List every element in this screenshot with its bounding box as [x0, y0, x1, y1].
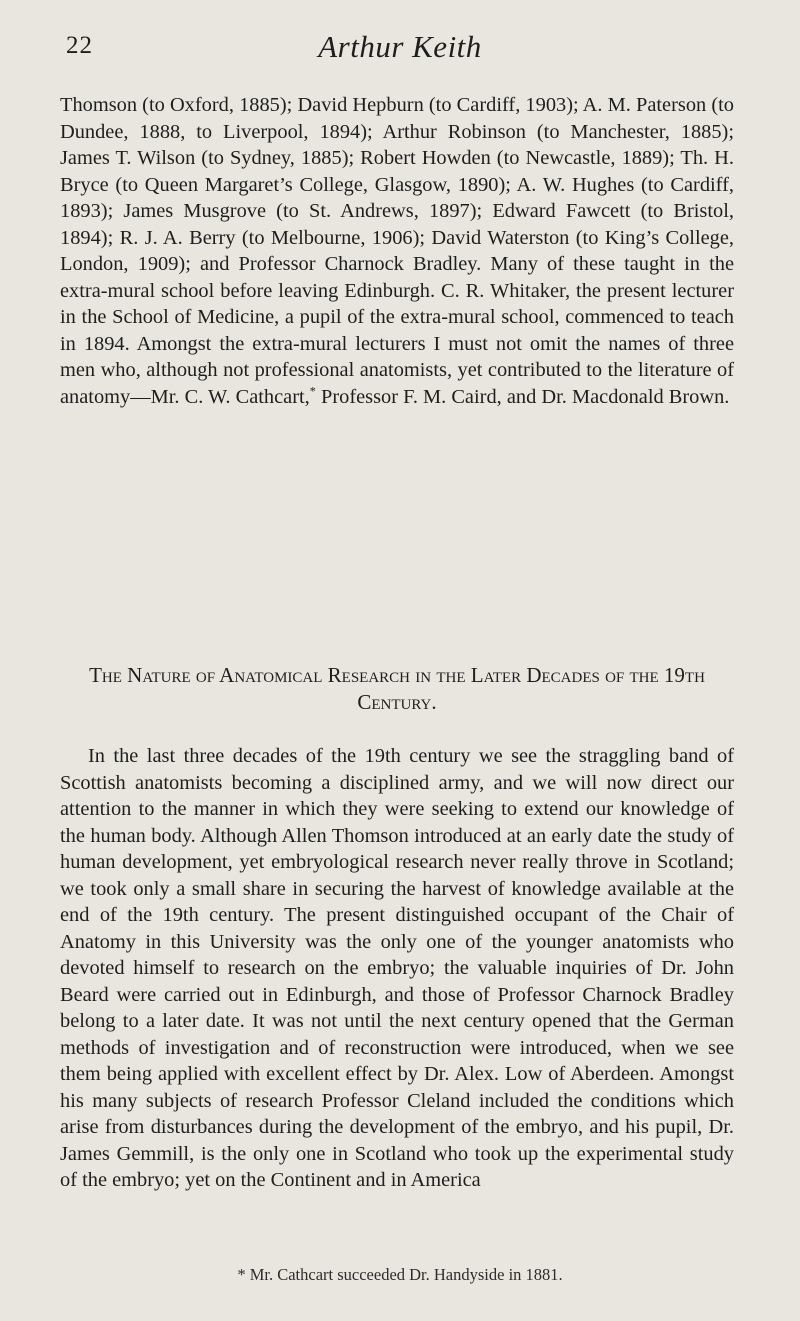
paragraph-1: [60, 92, 734, 410]
footnote: * Mr. Cathcart succeeded Dr. Handyside in 1881.: [237, 1265, 563, 1284]
page-header: [0, 28, 800, 68]
running-title: Arthur Keith: [318, 29, 482, 64]
paragraph-1-end: Professor F. M. Caird, and Dr. Macdonald Brown.: [315, 385, 730, 408]
footnote-marker: *: [309, 384, 316, 399]
paragraph-1-text: Thomson (to Oxford, 1885); David Hepburn (to Cardiff, 1903); A. M. Paterson (to Dundee, 1888, to Liverpool, 1894); Arthur Robinson (to Manchester, 1885); James T. Wilson (to Sydney, 1885); Robert Howden (to Newcastle, 1889); Th. H. Bryce (to Queen Margaret’s College, Glasgow, 1890); A. W. Hughes (to Cardiff, 1893); James Musgrove (to St. Andrews, 1897); Edward Fawcett (to Bristol, 1894); R. J. A. Berry (to Melbourne, 1906); David Waterston (to King’s College, London, 1909); and Professor Charnock Bradley. Many of these taught in the extra-mural school before leaving Edinburgh. C. R. Whitaker, the present lecturer in the School of Medicine, a pupil of the extra-mural school, commenced to teach in 1894. Amongst the extra-mural lecturers I must not omit the names of three men who, although not professional anatomists, yet contributed to the literature of anatomy—Mr. C. W. Cathcart,: [60, 94, 734, 408]
section-heading: The Nature of Anatomical Research in the Later Decades of the 19th Century.: [89, 663, 705, 714]
page-number: 22: [66, 32, 93, 59]
paragraph-2: In the last three decades of the 19th century we see the straggling band of Scottish anatomists becoming a disciplined army, and we will now direct our attention to the manner in which they were seeking to extend our knowledge of the human body. Although Allen Thomson introduced at an early date the study of human development, yet embryological research never really throve in Scotland; we took only a small share in securing the harvest of knowledge available at the end of the 19th century. The present distinguished occupant of the Chair of Anatomy in this University was the only one of the younger anatomists who devoted himself to research on the embryo; the valuable inquiries of Dr. John Beard were carried out in Edinburgh, and those of Professor Charnock Bradley belong to a later date. It was not until the next century opened that the German methods of investigation and of reconstruction were introduced, when we see them being applied with excellent effect by Dr. Alex. Low of Aberdeen. Amongst his many subjects of research Professor Cleland included the conditions which arise from disturbances during the development of the embryo, and his pupil, Dr. James Gemmill, is the only one in Scotland who took up the experimental study of the embryo; yet on the Continent and in America: [60, 745, 734, 1191]
